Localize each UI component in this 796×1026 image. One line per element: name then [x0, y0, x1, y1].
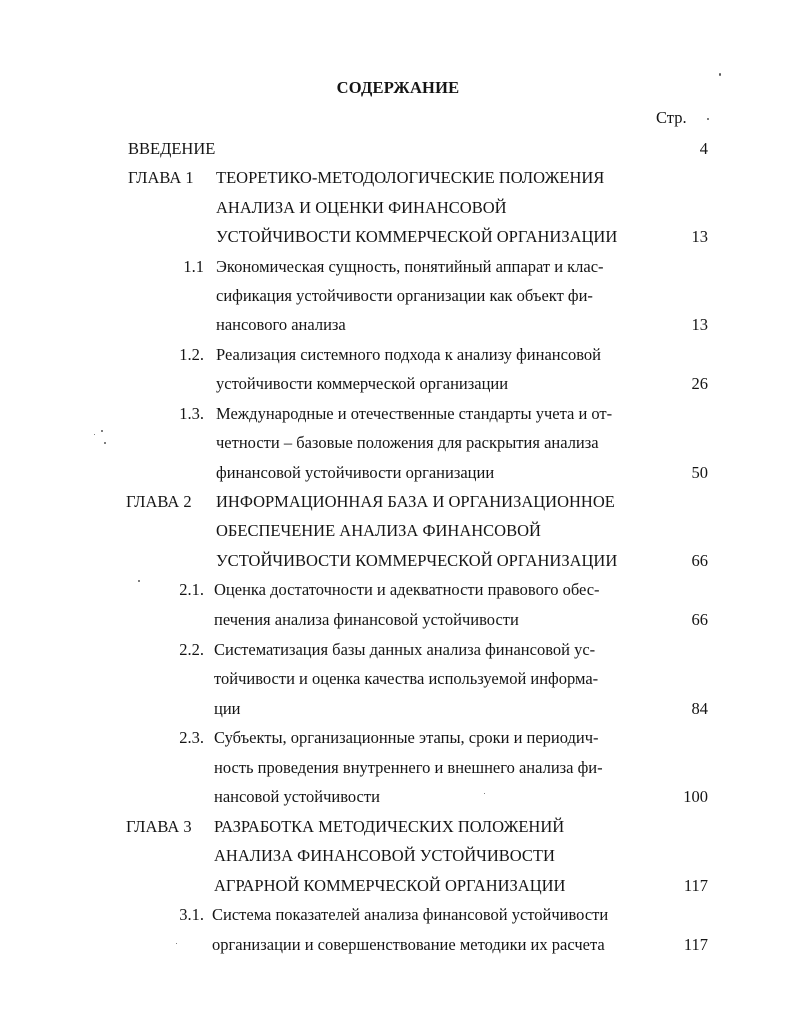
chapter-3-title-line: АНАЛИЗА ФИНАНСОВОЙ УСТОЙЧИВОСТИ [214, 846, 555, 865]
section-text-line: тойчивости и оценка качества используемой информа- [214, 669, 599, 688]
section-text-line: Реализация системного подхода к анализу финансовой [216, 345, 601, 364]
section-number: 1.2. [179, 345, 204, 364]
section-page: 117 [683, 935, 708, 954]
chapter-3-title-line: РАЗРАБОТКА МЕТОДИЧЕСКИХ ПОЛОЖЕНИЙ [214, 817, 565, 836]
section-text-line: Экономическая сущность, понятийный аппарат и клас- [216, 257, 604, 276]
section-text-line: устойчивости коммерческой организации [216, 374, 509, 393]
scan-speck [484, 793, 485, 794]
chapter-2-page: 66 [691, 551, 708, 570]
section-number: 2.2. [179, 640, 204, 659]
chapter-1-label: ГЛАВА 1 [128, 168, 194, 187]
page-title: СОДЕРЖАНИЕ [336, 78, 460, 97]
section-page: 26 [691, 374, 708, 393]
section-page: 84 [691, 699, 708, 718]
chapter-1-title-line: ТЕОРЕТИКО-МЕТОДОЛОГИЧЕСКИЕ ПОЛОЖЕНИЯ [216, 168, 605, 187]
chapter-2-title-line: УСТОЙЧИВОСТИ КОММЕРЧЕСКОЙ ОРГАНИЗАЦИИ [216, 551, 618, 570]
scan-speck [176, 943, 177, 944]
chapter-3-page: 117 [683, 876, 708, 895]
section-text-line: четности – базовые положения для раскрытия анализа [216, 433, 599, 452]
section-text-line: ции [214, 699, 241, 718]
section-text-line: Международные и отечественные стандарты учета и от- [216, 404, 613, 423]
section-text-line: Систематизация базы данных анализа финансовой ус- [214, 640, 596, 659]
section-text-line: нансовой устойчивости [214, 787, 380, 806]
scan-speck [707, 118, 709, 120]
section-number: 1.1 [183, 257, 204, 276]
scan-speck [94, 434, 95, 435]
section-page: 50 [691, 463, 708, 482]
section-number: 2.3. [179, 728, 204, 747]
scan-speck [719, 73, 721, 76]
intro-page: 4 [699, 139, 708, 158]
intro-label: ВВЕДЕНИЕ [128, 139, 216, 158]
section-text-line: нансового анализа [216, 315, 346, 334]
scan-speck [138, 580, 140, 582]
section-text-line: Система показателей анализа финансовой устойчивости [212, 905, 609, 924]
section-text-line: организации и совершенствование методики их расчета [212, 935, 605, 954]
chapter-3-title-line: АГРАРНОЙ КОММЕРЧЕСКОЙ ОРГАНИЗАЦИИ [214, 876, 566, 895]
section-page: 66 [691, 610, 708, 629]
section-number: 3.1. [179, 905, 204, 924]
chapter-2-label: ГЛАВА 2 [126, 492, 192, 511]
chapter-2-title-line: ИНФОРМАЦИОННАЯ БАЗА И ОРГАНИЗАЦИОННОЕ [216, 492, 615, 511]
section-text-line: печения анализа финансовой устойчивости [214, 610, 519, 629]
section-page: 13 [691, 315, 708, 334]
section-number: 2.1. [179, 580, 204, 599]
scan-speck [104, 442, 106, 444]
chapter-1-page: 13 [691, 227, 708, 246]
section-text-line: Оценка достаточности и адекватности правового обес- [214, 580, 600, 599]
section-number: 1.3. [179, 404, 204, 423]
page-column-label: Стр. [656, 108, 687, 127]
section-text-line: ность проведения внутреннего и внешнего анализа фи- [214, 758, 603, 777]
section-text-line: сификация устойчивости организации как объект фи- [216, 286, 593, 305]
scan-speck [101, 430, 103, 432]
section-text-line: финансовой устойчивости организации [216, 463, 495, 482]
chapter-1-title-line: УСТОЙЧИВОСТИ КОММЕРЧЕСКОЙ ОРГАНИЗАЦИИ [216, 227, 618, 246]
chapter-2-title-line: ОБЕСПЕЧЕНИЕ АНАЛИЗА ФИНАНСОВОЙ [216, 521, 541, 540]
chapter-3-label: ГЛАВА 3 [126, 817, 192, 836]
section-page: 100 [683, 787, 708, 806]
section-text-line: Субъекты, организационные этапы, сроки и периодич- [214, 728, 599, 747]
chapter-1-title-line: АНАЛИЗА И ОЦЕНКИ ФИНАНСОВОЙ [216, 198, 507, 217]
